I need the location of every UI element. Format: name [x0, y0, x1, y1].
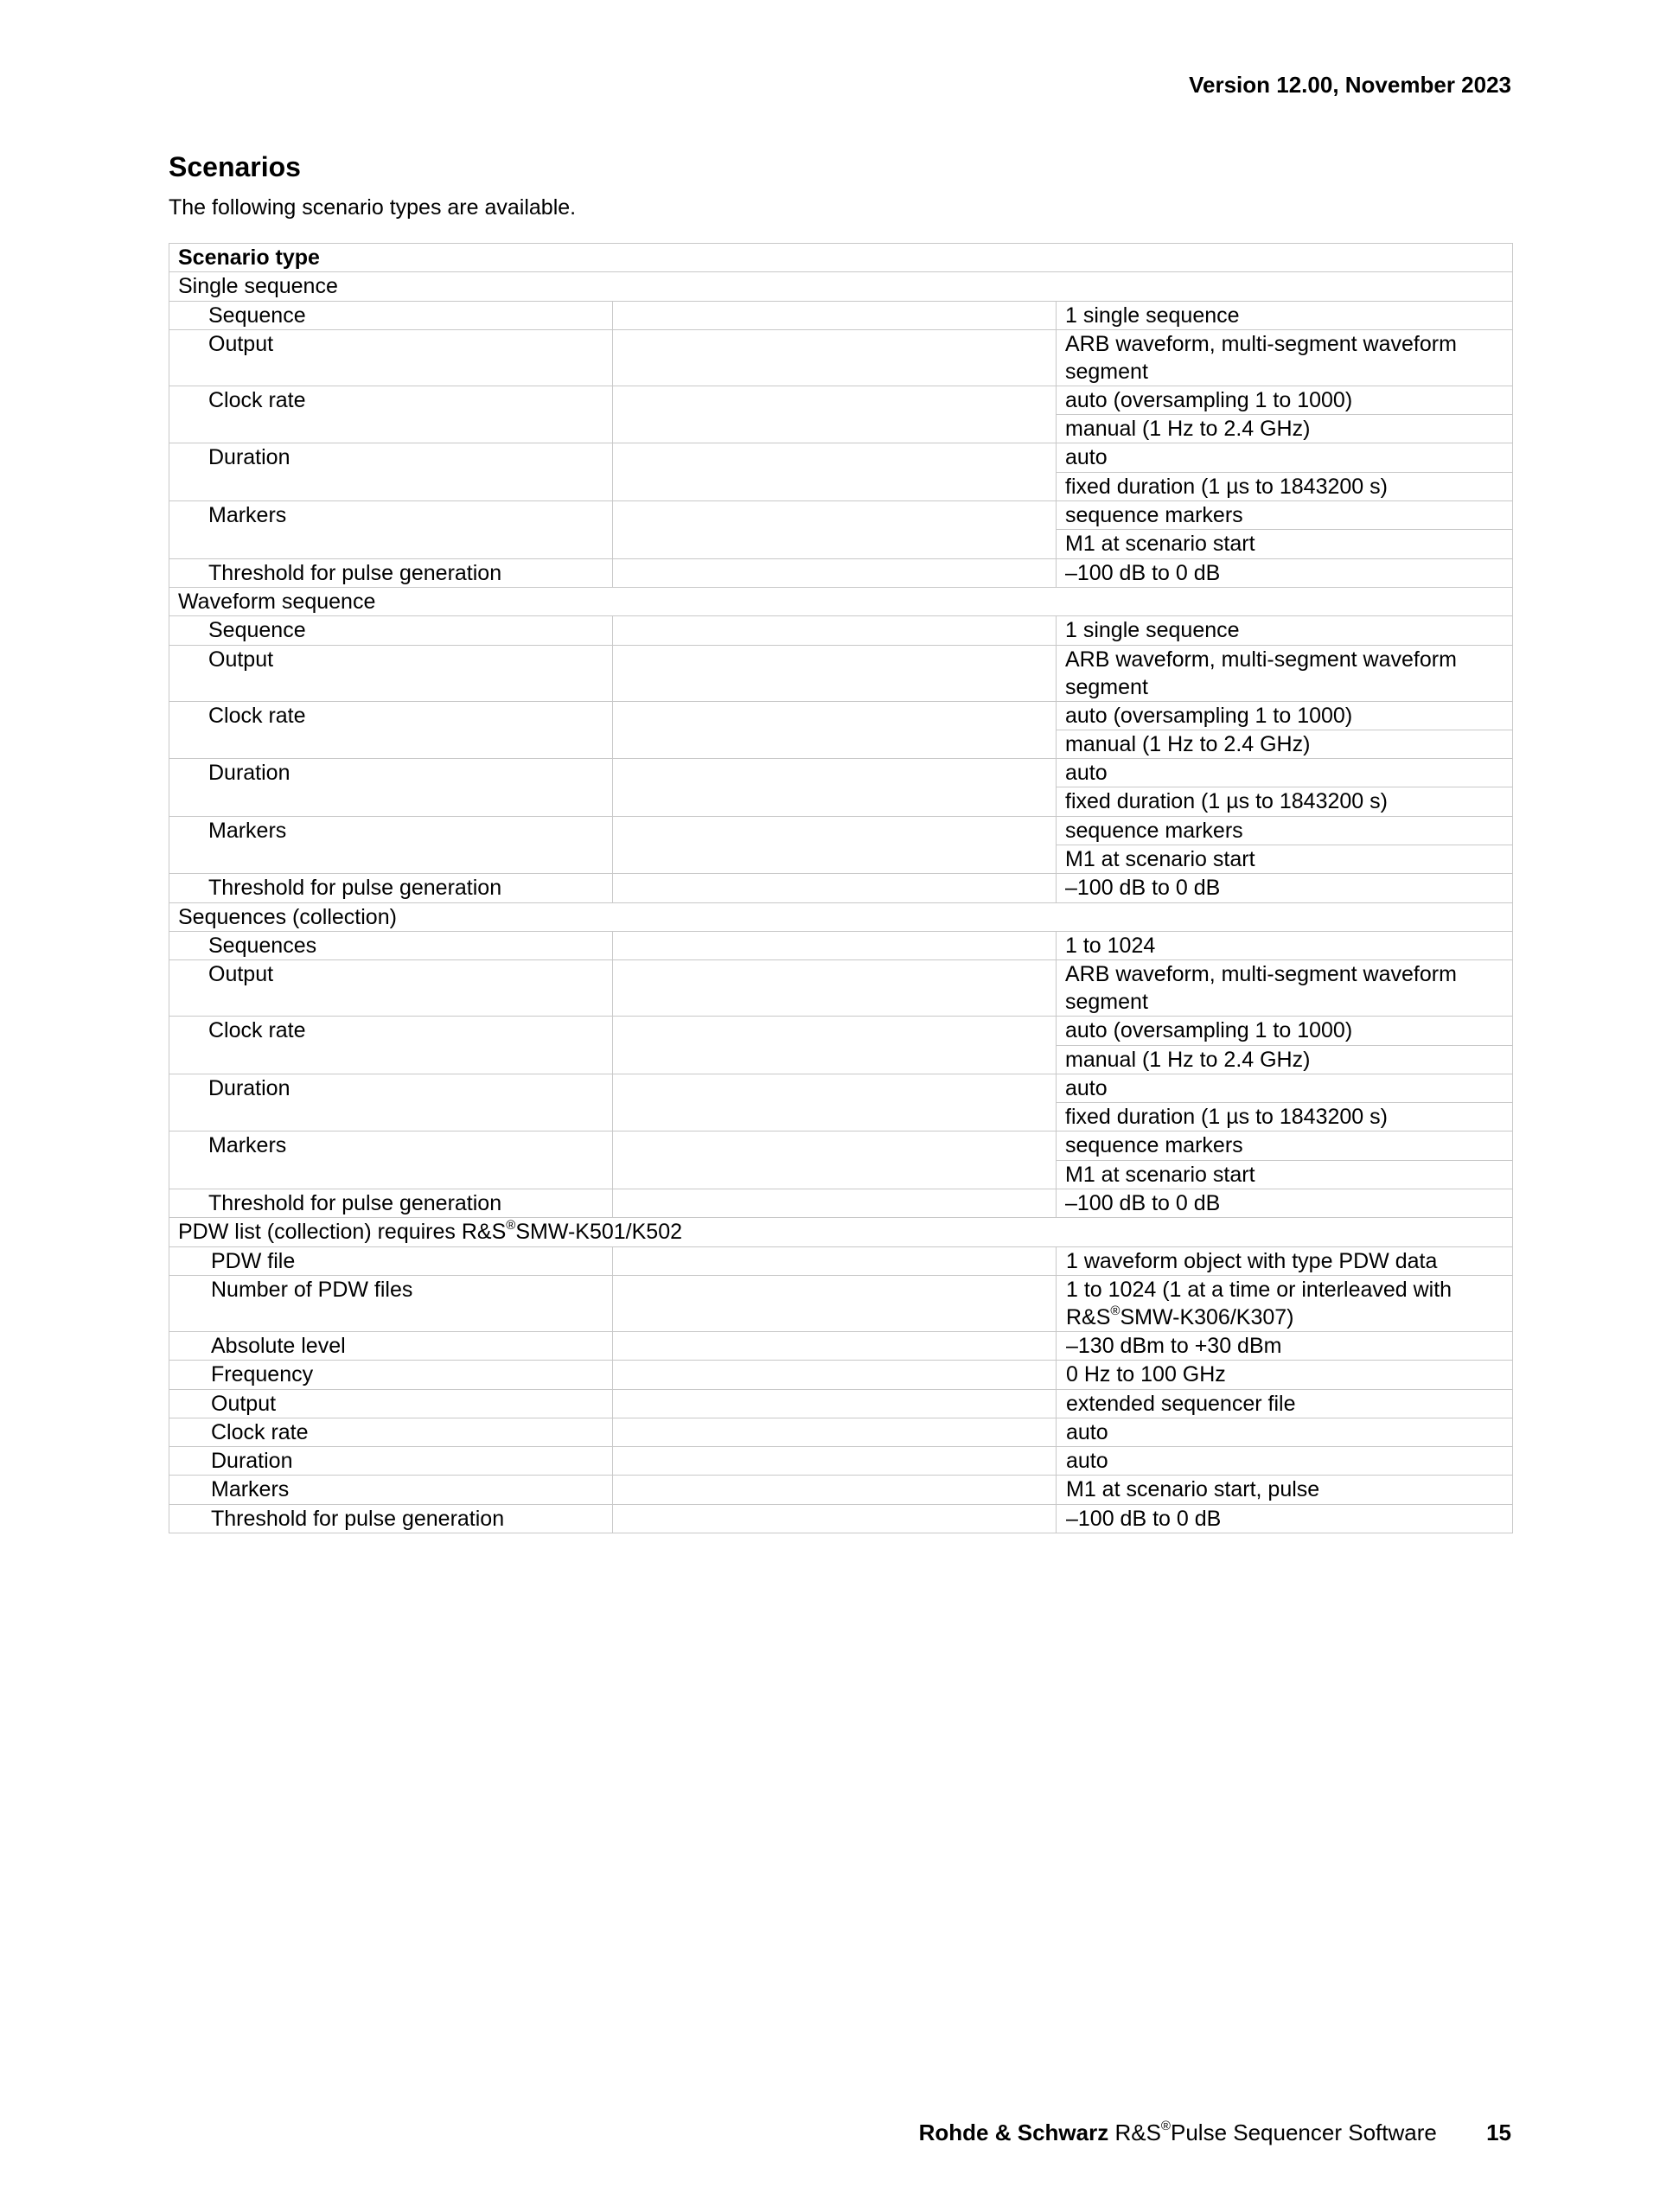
param-label: Markers: [169, 501, 613, 559]
param-value: ARB waveform, multi-segment waveform segment: [1057, 329, 1513, 386]
group-name: Single sequence: [169, 272, 1513, 301]
table-row: [169, 816, 1513, 845]
group-row: [169, 902, 1513, 931]
param-label: Duration: [169, 1447, 613, 1476]
footer-product-part: R&S: [1114, 2120, 1161, 2145]
param-value: manual (1 Hz to 2.4 GHz): [1057, 1045, 1513, 1074]
param-value: manual (1 Hz to 2.4 GHz): [1057, 415, 1513, 443]
param-label: Threshold for pulse generation: [169, 1504, 613, 1533]
table-row: [169, 1074, 1513, 1102]
value-part: 1 to 1024 (1 at a time or interleaved with: [1066, 1277, 1452, 1302]
table-row: [169, 759, 1513, 787]
param-value: 1 single sequence: [1057, 301, 1513, 329]
param-value: –100 dB to 0 dB: [1057, 874, 1513, 902]
param-label: Markers: [169, 1131, 613, 1189]
param-value: fixed duration (1 µs to 1843200 s): [1057, 1103, 1513, 1131]
document-version: Version 12.00, November 2023: [1189, 72, 1511, 98]
section-title: Scenarios: [169, 151, 301, 182]
empty-cell: [613, 1447, 1057, 1476]
empty-cell: [613, 1246, 1057, 1275]
param-label: Threshold for pulse generation: [169, 1189, 613, 1218]
group-row: [169, 272, 1513, 301]
param-value: M1 at scenario start: [1057, 530, 1513, 558]
param-label: Duration: [169, 443, 613, 501]
empty-cell: [613, 301, 1057, 329]
param-value: manual (1 Hz to 2.4 GHz): [1057, 730, 1513, 758]
param-label: Duration: [169, 1074, 613, 1131]
group-name-part: PDW list (collection) requires R&S: [178, 1220, 507, 1245]
param-value: auto (oversampling 1 to 1000): [1057, 1017, 1513, 1045]
param-label: Clock rate: [169, 1017, 613, 1074]
empty-cell: [613, 960, 1057, 1017]
table-row: [169, 1476, 1513, 1504]
empty-cell: [613, 443, 1057, 501]
empty-cell: [613, 1418, 1057, 1446]
table-row: [169, 616, 1513, 645]
table-row: [169, 1331, 1513, 1360]
table-row: [169, 1447, 1513, 1476]
table-row: [169, 1275, 1513, 1331]
param-value: auto: [1057, 1418, 1513, 1446]
param-label: Absolute level: [169, 1331, 613, 1360]
param-label: Output: [169, 960, 613, 1017]
table-row: [169, 558, 1513, 587]
param-label: Duration: [169, 759, 613, 817]
empty-cell: [613, 1504, 1057, 1533]
param-value: 1 single sequence: [1057, 616, 1513, 645]
param-value: M1 at scenario start, pulse: [1057, 1476, 1513, 1504]
param-value: fixed duration (1 µs to 1843200 s): [1057, 472, 1513, 500]
param-value: auto: [1057, 1074, 1513, 1102]
empty-cell: [613, 1189, 1057, 1218]
param-value: M1 at scenario start: [1057, 845, 1513, 874]
empty-cell: [613, 1476, 1057, 1504]
group-name-pdw: [169, 1218, 1513, 1246]
param-label: Sequences: [169, 931, 613, 959]
group-row: [169, 1218, 1513, 1246]
table-row: [169, 1131, 1513, 1160]
param-value: –100 dB to 0 dB: [1057, 1504, 1513, 1533]
table-row: [169, 645, 1513, 701]
table-row: [169, 1017, 1513, 1045]
table-row: [169, 1189, 1513, 1218]
param-label: Output: [169, 1389, 613, 1418]
registered-mark: ®: [1110, 1303, 1120, 1318]
param-label: Clock rate: [169, 386, 613, 443]
param-label: Sequence: [169, 616, 613, 645]
param-label: Number of PDW files: [169, 1275, 613, 1331]
param-value: fixed duration (1 µs to 1843200 s): [1057, 787, 1513, 816]
table-row: [169, 931, 1513, 959]
empty-cell: [613, 558, 1057, 587]
param-value: –100 dB to 0 dB: [1057, 1189, 1513, 1218]
empty-cell: [613, 1074, 1057, 1131]
param-label: PDW file: [169, 1246, 613, 1275]
table-row: [169, 301, 1513, 329]
empty-cell: [613, 759, 1057, 817]
table-header-row: [169, 244, 1513, 272]
empty-cell: [613, 1275, 1057, 1331]
table-row: [169, 960, 1513, 1017]
param-value: ARB waveform, multi-segment waveform segment: [1057, 645, 1513, 701]
table-row: [169, 1361, 1513, 1389]
empty-cell: [613, 329, 1057, 386]
empty-cell: [613, 1331, 1057, 1360]
param-value: –130 dBm to +30 dBm: [1057, 1331, 1513, 1360]
param-value: sequence markers: [1057, 501, 1513, 530]
param-value: auto (oversampling 1 to 1000): [1057, 386, 1513, 414]
param-value: –100 dB to 0 dB: [1057, 558, 1513, 587]
param-value: auto (oversampling 1 to 1000): [1057, 701, 1513, 730]
registered-mark: ®: [506, 1217, 516, 1233]
param-label: Frequency: [169, 1361, 613, 1389]
empty-cell: [613, 701, 1057, 759]
empty-cell: [613, 1017, 1057, 1074]
param-value: auto: [1057, 759, 1513, 787]
param-label: Threshold for pulse generation: [169, 874, 613, 902]
table-row: [169, 443, 1513, 472]
footer-product: [1114, 2120, 1436, 2145]
table-row: [169, 874, 1513, 902]
footer-brand: Rohde & Schwarz: [918, 2120, 1109, 2145]
group-name: Waveform sequence: [169, 587, 1513, 615]
table-row: [169, 1389, 1513, 1418]
group-name: Sequences (collection): [169, 902, 1513, 931]
param-value: sequence markers: [1057, 816, 1513, 845]
group-row: [169, 587, 1513, 615]
param-label: Sequence: [169, 301, 613, 329]
param-value: M1 at scenario start: [1057, 1160, 1513, 1189]
registered-mark: ®: [1160, 2119, 1171, 2134]
value-part: SMW-K306/K307): [1120, 1304, 1294, 1329]
table-header-cell: Scenario type: [169, 244, 1513, 272]
empty-cell: [613, 1131, 1057, 1189]
value-part: R&S: [1066, 1304, 1111, 1329]
param-value: extended sequencer file: [1057, 1389, 1513, 1418]
group-name-part: SMW-K501/K502: [515, 1220, 683, 1245]
page-number: 15: [1486, 2120, 1511, 2145]
empty-cell: [613, 386, 1057, 443]
table-row: [169, 1504, 1513, 1533]
footer-product-part: Pulse Sequencer Software: [1170, 2120, 1437, 2145]
param-value: 1 to 1024: [1057, 931, 1513, 959]
empty-cell: [613, 1389, 1057, 1418]
param-value: ARB waveform, multi-segment waveform segment: [1057, 960, 1513, 1017]
param-value: 1 waveform object with type PDW data: [1057, 1246, 1513, 1275]
param-label: Output: [169, 645, 613, 701]
table-row: [169, 1418, 1513, 1446]
param-value: sequence markers: [1057, 1131, 1513, 1160]
empty-cell: [613, 816, 1057, 874]
param-label: Clock rate: [169, 701, 613, 759]
table-row: [169, 501, 1513, 530]
empty-cell: [613, 616, 1057, 645]
table-row: [169, 329, 1513, 386]
param-value: auto: [1057, 1447, 1513, 1476]
empty-cell: [613, 931, 1057, 959]
table-row: [169, 701, 1513, 730]
table-row: [169, 1246, 1513, 1275]
param-label: Markers: [169, 1476, 613, 1504]
param-label: Clock rate: [169, 1418, 613, 1446]
param-label: Threshold for pulse generation: [169, 558, 613, 587]
empty-cell: [613, 874, 1057, 902]
table-row: [169, 386, 1513, 414]
empty-cell: [613, 1361, 1057, 1389]
param-label: Markers: [169, 816, 613, 874]
section-intro: The following scenario types are available.: [169, 195, 577, 220]
empty-cell: [613, 645, 1057, 701]
empty-cell: [613, 501, 1057, 559]
param-value: [1057, 1275, 1513, 1331]
param-label: Output: [169, 329, 613, 386]
param-value: 0 Hz to 100 GHz: [1057, 1361, 1513, 1389]
page-footer: [919, 2120, 1511, 2146]
scenario-table: [169, 243, 1513, 1533]
param-value: auto: [1057, 443, 1513, 472]
